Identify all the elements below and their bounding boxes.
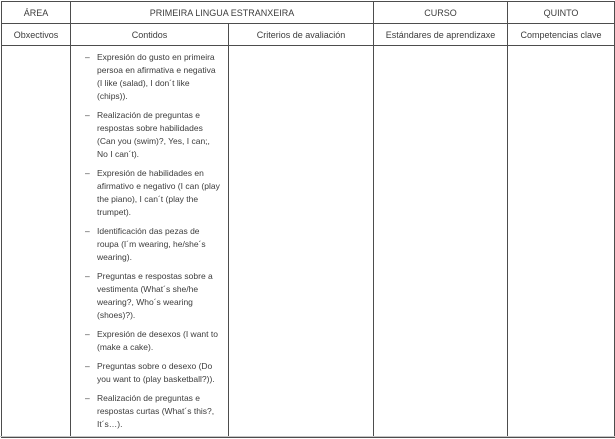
- list-item: [85, 51, 220, 103]
- dash-bullet: –: [85, 52, 90, 62]
- column-header-estandares: Estándares de aprendizaxe: [374, 24, 508, 46]
- list-item-text: Expresión de desexos (I want to (make a cake).: [97, 329, 218, 352]
- dash-bullet: –: [85, 361, 90, 371]
- list-item: [85, 270, 220, 322]
- list-item-text: Realización de preguntas e respostas sobre habilidades (Can you (swim)?, Yes, I can;, No I can´t).: [97, 110, 210, 159]
- dash-bullet: –: [85, 110, 90, 120]
- column-header-contidos: Contidos: [71, 24, 229, 46]
- header-area: ÁREA: [2, 2, 71, 24]
- cell-competencias: [508, 46, 615, 438]
- column-header-obxectivos: Obxectivos: [2, 24, 71, 46]
- next-table-top-border-line: [0, 436, 615, 437]
- cell-estandares: [374, 46, 508, 438]
- list-item: [85, 109, 220, 161]
- list-item: [85, 392, 220, 431]
- list-item: [85, 328, 220, 354]
- dash-bullet: –: [85, 393, 90, 403]
- column-header-criterios: Criterios de avaliación: [229, 24, 374, 46]
- list-item: [85, 225, 220, 264]
- header-quinto: QUINTO: [508, 2, 615, 24]
- dash-bullet: –: [85, 329, 90, 339]
- list-item-text: Preguntas sobre o desexo (Do you want to (play basketball?)).: [97, 361, 215, 384]
- list-item-text: Realización de preguntas e respostas curtas (What´s this?, It´s…).: [97, 393, 215, 429]
- dash-bullet: –: [85, 271, 90, 281]
- list-item-text: Expresión do gusto en primeira persoa en afirmativa e negativa (I like (salad), I don´t like (chips)).: [97, 52, 216, 101]
- cell-criterios: [229, 46, 374, 438]
- list-item-text: Identificación das pezas de roupa (I´m wearing, he/she´s wearing).: [97, 226, 206, 262]
- dash-bullet: –: [85, 226, 90, 236]
- cell-contidos: [71, 46, 229, 438]
- column-header-competencias: Competencias clave: [508, 24, 615, 46]
- cell-obxectivos: [2, 46, 71, 438]
- header-row-area: [2, 2, 615, 24]
- header-row-columns: [2, 24, 615, 46]
- list-item: [85, 167, 220, 219]
- list-item-text: Expresión de habilidades en afirmativo e negativo (I can (play the piano), I can´t (play the trumpet).: [97, 168, 220, 217]
- header-subject: PRIMEIRA LINGUA ESTRANXEIRA: [71, 2, 374, 24]
- list-item-text: Preguntas e respostas sobre a vestimenta (What´s she/he wearing?, Who´s wearing (shoes)?).: [97, 271, 213, 320]
- list-item: [85, 360, 220, 386]
- header-curso: CURSO: [374, 2, 508, 24]
- curriculum-table: [1, 1, 615, 438]
- dash-bullet: –: [85, 168, 90, 178]
- content-row: [2, 46, 615, 438]
